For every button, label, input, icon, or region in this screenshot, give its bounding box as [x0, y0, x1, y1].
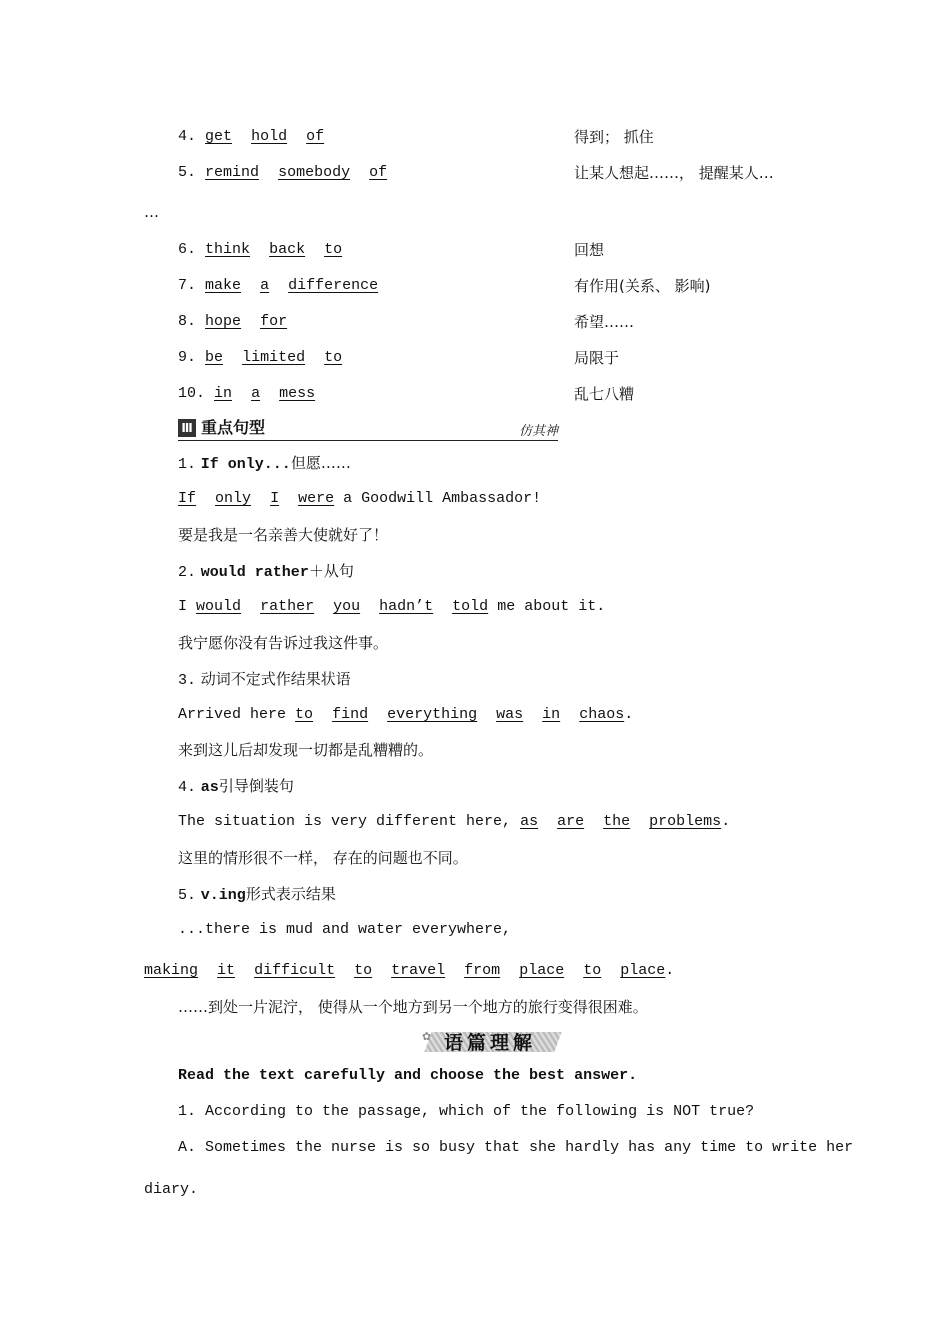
phrase-word: back — [269, 241, 306, 258]
pattern-3-example — [178, 705, 633, 725]
section-header-key-sentences — [178, 418, 558, 441]
example-text: I — [178, 598, 188, 615]
phrase-6 — [178, 240, 342, 260]
phrase-8 — [178, 312, 287, 332]
phrase-meaning: 局限于 — [574, 349, 620, 367]
answer-word: you — [333, 598, 361, 615]
phrase-number: 9. — [178, 349, 197, 366]
pattern-5-example-answer — [144, 961, 674, 981]
phrase-meaning-continuation: … — [144, 203, 159, 221]
answer-word: place — [519, 962, 565, 979]
answer-word: to — [583, 962, 602, 979]
answer-word: find — [332, 706, 369, 723]
example-text: . — [721, 813, 731, 830]
phrase-number: 5. — [178, 164, 197, 181]
pattern-description: ＋从句 — [308, 562, 354, 580]
answer-word: would — [196, 598, 242, 615]
pattern-number: 4. — [178, 779, 197, 796]
pattern-keyword: If only... — [200, 456, 291, 473]
question-1: 1. According to the passage, which of the following is NOT true? — [178, 1103, 755, 1120]
answer-word: as — [520, 813, 539, 830]
pattern-2-heading — [178, 561, 354, 583]
answer-word: problems — [649, 813, 722, 830]
pattern-1-example — [178, 489, 541, 509]
pattern-description: 但愿…… — [290, 454, 351, 472]
banner-ornament-icon: ✿ — [422, 1030, 432, 1043]
answer-word: to — [354, 962, 373, 979]
phrase-word: make — [205, 277, 242, 294]
phrase-meaning: 有作用(关系、 影响) — [574, 277, 711, 295]
answer-word: everything — [387, 706, 478, 723]
phrase-word: limited — [242, 349, 306, 366]
pattern-4-example — [178, 812, 730, 832]
answer-word: place — [620, 962, 666, 979]
pattern-keyword: would rather — [200, 564, 309, 581]
answer-word: told — [452, 598, 489, 615]
section-title: 重点句型 — [201, 418, 266, 437]
pattern-number: 1. — [178, 456, 197, 473]
phrase-meaning: 让某人想起……， 提醒某人… — [574, 164, 774, 182]
phrase-word: remind — [205, 164, 260, 181]
answer-word: in — [542, 706, 561, 723]
answer-word: to — [295, 706, 314, 723]
answer-word: If — [178, 490, 197, 507]
phrase-word: mess — [279, 385, 316, 402]
phrase-word: a — [260, 277, 270, 294]
phrase-word: for — [260, 313, 288, 330]
pattern-keyword: v.ing — [200, 887, 246, 904]
pattern-1-heading — [178, 453, 351, 475]
phrase-word: hope — [205, 313, 242, 330]
section-banner-reading — [422, 1026, 562, 1054]
pattern-4-translation: 这里的情形很不一样， 存在的问题也不同。 — [178, 849, 468, 867]
example-text: The situation is very different here, — [178, 813, 512, 830]
pattern-description: 形式表示结果 — [245, 885, 336, 903]
phrase-word: hold — [251, 128, 288, 145]
answer-word: were — [298, 490, 335, 507]
answer-word: was — [496, 706, 524, 723]
phrase-word: of — [306, 128, 325, 145]
section-number-badge: Ⅲ — [178, 419, 196, 437]
option-a-line-2: diary. — [144, 1181, 199, 1198]
pattern-5-example-start: ...there is mud and water everywhere, — [178, 921, 512, 938]
answer-word: difficult — [254, 962, 336, 979]
phrase-word: think — [205, 241, 251, 258]
pattern-number: 5. — [178, 887, 197, 904]
pattern-5-translation: ……到处一片泥泞， 使得从一个地方到另一个地方的旅行变得很困难。 — [178, 998, 648, 1016]
section-tag: 仿其神 — [518, 424, 558, 439]
pattern-3-heading — [178, 669, 351, 691]
answer-word: travel — [391, 962, 446, 979]
answer-word: the — [603, 813, 631, 830]
pattern-description: 动词不定式作结果状语 — [200, 670, 351, 688]
example-text: Arrived here — [178, 706, 287, 723]
phrase-number: 7. — [178, 277, 197, 294]
pattern-description: 引导倒装句 — [218, 777, 294, 795]
reading-instruction: Read the text carefully and choose the best answer. — [178, 1067, 638, 1084]
phrase-word: in — [214, 385, 233, 402]
pattern-3-translation: 来到这儿后却发现一切都是乱糟糟的。 — [178, 741, 434, 759]
pattern-1-translation: 要是我是一名亲善大使就好了！ — [178, 526, 389, 544]
phrase-meaning: 回想 — [574, 241, 605, 259]
answer-word: it — [217, 962, 236, 979]
answer-word: rather — [260, 598, 315, 615]
pattern-4-heading — [178, 776, 294, 798]
phrase-meaning: 希望…… — [574, 313, 635, 331]
phrase-number: 8. — [178, 313, 197, 330]
pattern-5-heading — [178, 884, 336, 906]
answer-word: from — [464, 962, 501, 979]
example-text: a Goodwill Ambassador! — [343, 490, 542, 507]
pattern-number: 3. — [178, 672, 197, 689]
phrase-number: 6. — [178, 241, 197, 258]
phrase-word: be — [205, 349, 224, 366]
option-a-line-1: A. Sometimes the nurse is so busy that she hardly has any time to write her — [178, 1139, 854, 1156]
phrase-9 — [178, 348, 342, 368]
answer-word: chaos — [579, 706, 625, 723]
phrase-meaning: 得到； 抓住 — [574, 128, 654, 146]
phrase-word: somebody — [278, 164, 351, 181]
pattern-keyword: as — [200, 779, 219, 796]
pattern-2-translation: 我宁愿你没有告诉过我这件事。 — [178, 634, 389, 652]
example-text: me about it. — [497, 598, 606, 615]
phrase-number: 10. — [178, 385, 206, 402]
pattern-number: 2. — [178, 564, 197, 581]
answer-word: only — [215, 490, 252, 507]
phrase-10 — [178, 384, 315, 404]
phrase-word: get — [205, 128, 233, 145]
phrase-5 — [178, 163, 387, 183]
phrase-word: to — [324, 241, 343, 258]
example-text: . — [624, 706, 634, 723]
answer-word: hadn’t — [379, 598, 434, 615]
phrase-word: difference — [288, 277, 379, 294]
answer-word: making — [144, 962, 199, 979]
phrase-meaning: 乱七八糟 — [574, 385, 635, 403]
example-text: . — [665, 962, 675, 979]
phrase-7 — [178, 276, 378, 296]
pattern-2-example — [178, 597, 605, 617]
phrase-number: 4. — [178, 128, 197, 145]
phrase-word: a — [251, 385, 261, 402]
phrase-word: of — [369, 164, 388, 181]
answer-word: are — [557, 813, 585, 830]
phrase-word: to — [324, 349, 343, 366]
phrase-4 — [178, 127, 324, 147]
banner-title: 语篇理解 — [444, 1032, 537, 1054]
answer-word: I — [270, 490, 280, 507]
